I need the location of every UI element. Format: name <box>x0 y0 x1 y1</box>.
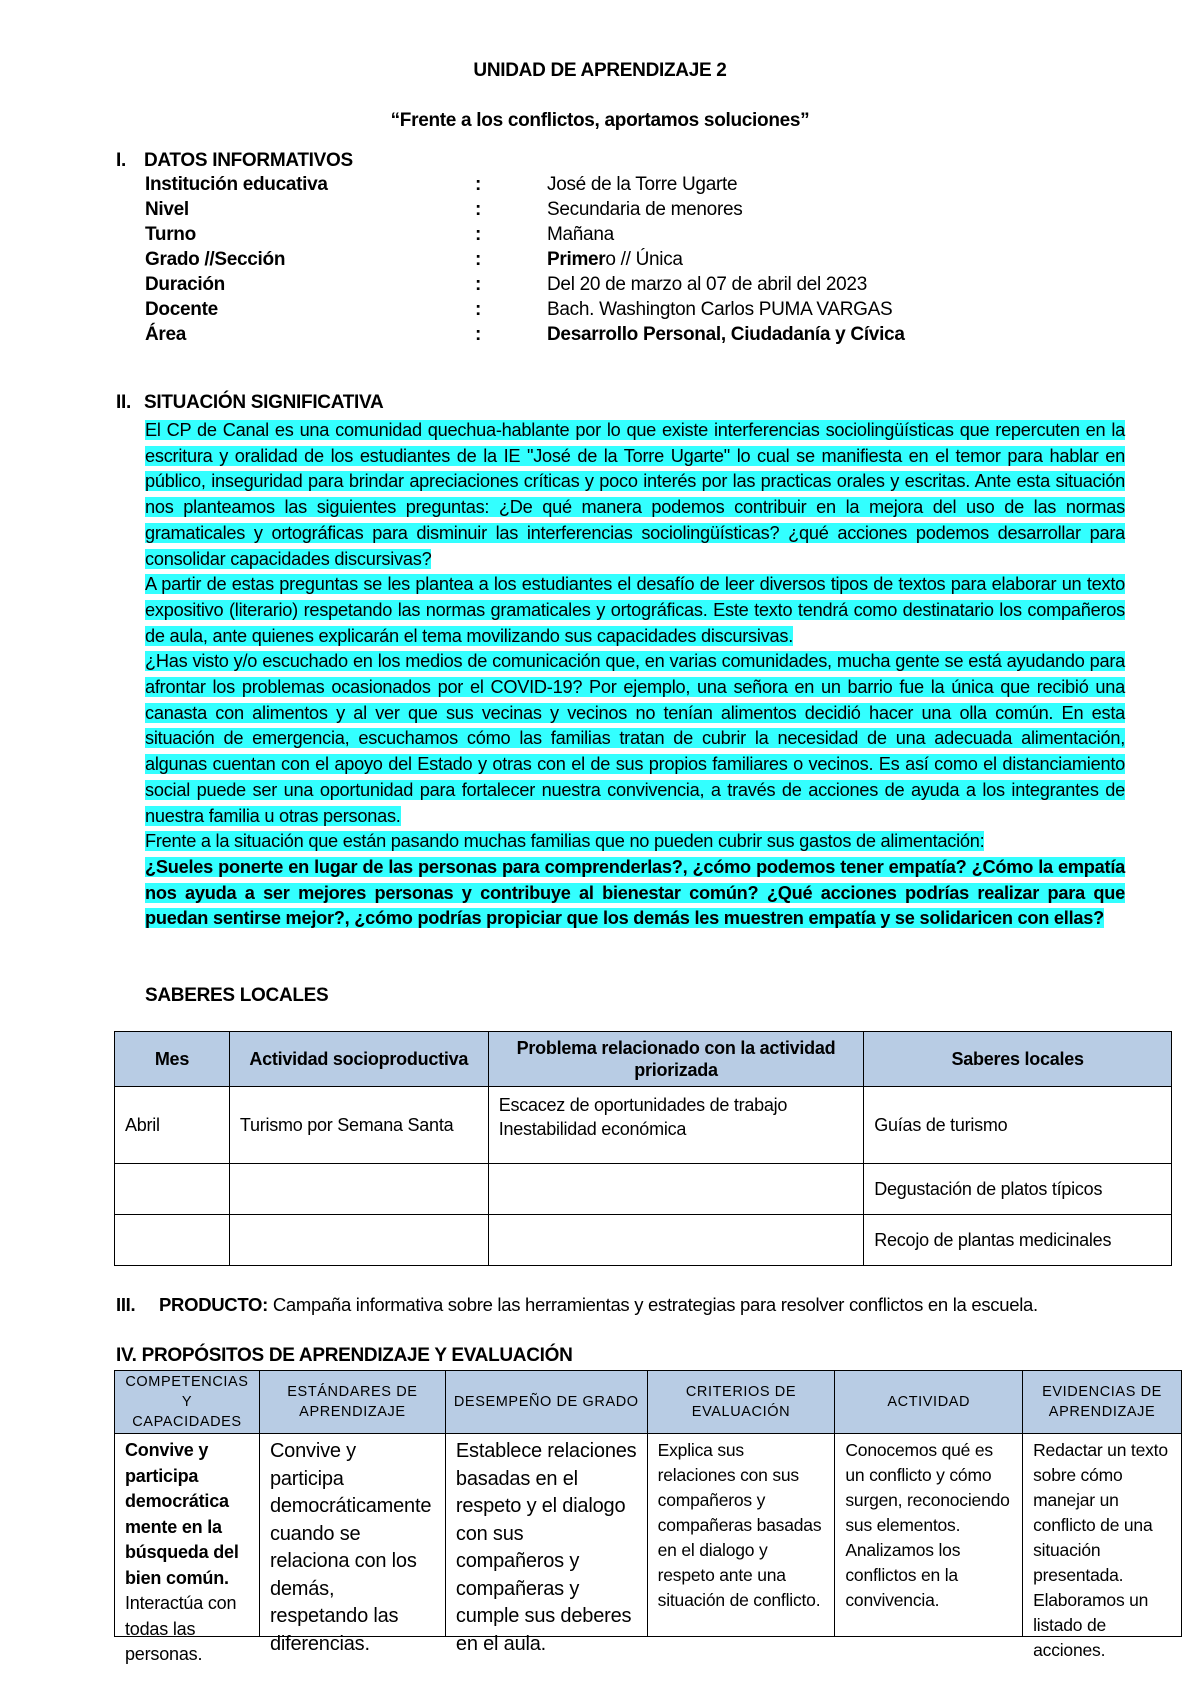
section-number: II. <box>116 392 131 413</box>
column-header-mes: Mes <box>115 1032 230 1087</box>
saberes-title: SABERES LOCALES <box>145 985 329 1006</box>
info-value-bold: Desarrollo Personal, Ciudadanía y Cívica <box>547 324 905 345</box>
highlighted-text: A partir de estas preguntas se les plantea a los estudiantes el desafío de leer diversos tipos de textos para elaborar un texto expositivo (literario) respetando las normas gramaticales y ortográficas. Este texto tendrá como destinatario los compañeros de aula, ante quienes explicarán el tema movilizando sus capacidades discursivas. <box>145 574 1125 646</box>
cell-actividad <box>835 1434 1023 1637</box>
table-row <box>115 1215 1172 1266</box>
cell-content: Explica sus relaciones con sus compañeros y compañeras basadas en el dialogo y respeto ante una situación de conflicto. <box>657 1440 822 1610</box>
table-header-row <box>115 1032 1172 1087</box>
info-label: Grado //Sección <box>145 249 286 270</box>
situacion-text <box>145 418 1125 932</box>
situacion-questions <box>145 855 1125 932</box>
table-row <box>115 1164 1172 1215</box>
info-row-area <box>145 324 1145 349</box>
section-number: III. <box>116 1294 136 1315</box>
column-header-criterios: CRITERIOS DE EVALUACIÓN <box>647 1371 835 1434</box>
info-colon: : <box>475 324 482 345</box>
info-colon: : <box>475 299 482 320</box>
column-header-competencias <box>115 1371 260 1434</box>
cell-problema <box>488 1215 864 1266</box>
highlighted-text: El CP de Canal es una comunidad quechua-hablante por lo que existe interferencias sociolingüísticas que repercuten en la escritura y oralidad de los estudiantes de la IE "José de la Torre Ugarte" lo cual se manifiesta en el temor para hablar en público, inseguridad para brindar apreciaciones críticas y poco interés por las practicas orales y escritas. Ante esta situación nos planteamos las siguientes preguntas: ¿De qué manera podemos contribuir en la mejora del uso de las normas gramaticales y ortográficas para disminuir las interferencias sociolingüísticas? ¿qué acciones podemos desarrollar para consolidar capacidades discursivas? <box>145 420 1125 569</box>
cell-content <box>125 1438 249 1664</box>
info-value: Mañana <box>547 224 614 245</box>
cell-content: Redactar un texto sobre cómo manejar un conflicto de una situación presentada. Elaboramos un listado de acciones. <box>1033 1440 1168 1660</box>
header-line: Y <box>181 1394 193 1410</box>
info-value <box>547 324 905 346</box>
cell-desempeno <box>445 1434 647 1655</box>
info-value: Del 20 de marzo al 07 de abril del 2023 <box>547 274 867 295</box>
info-value-bold: Primer <box>547 249 606 270</box>
problema-line: Escacez de oportunidades de trabajo <box>498 1095 788 1115</box>
column-header-actividad: ACTIVIDAD <box>835 1371 1023 1434</box>
info-value <box>547 249 683 271</box>
producto-text: Campaña informativa sobre las herramientas y estrategias para resolver conflictos en la escuela. <box>268 1294 1038 1315</box>
info-colon: : <box>475 249 482 270</box>
info-row-grado <box>145 249 1145 274</box>
column-header-saberes: Saberes locales <box>864 1032 1172 1087</box>
cell-mes <box>115 1164 230 1215</box>
cell-saber: Recojo de plantas medicinales <box>864 1215 1172 1266</box>
column-header-estandares: ESTÁNDARES DE APRENDIZAJE <box>259 1371 445 1434</box>
table-header-row <box>115 1371 1182 1434</box>
info-colon: : <box>475 174 482 195</box>
info-colon: : <box>475 199 482 220</box>
propositos-table <box>114 1370 1182 1664</box>
info-row-docente <box>145 299 1145 324</box>
section-situacion-heading <box>116 392 383 414</box>
info-label: Turno <box>145 224 196 245</box>
situacion-paragraph <box>145 649 1125 829</box>
cell-actividad <box>229 1164 488 1215</box>
info-value: Bach. Washington Carlos PUMA VARGAS <box>547 299 893 320</box>
situacion-paragraph <box>145 572 1125 649</box>
cell-content: Establece relaciones basadas en el respeto y el dialogo con sus compañeros y compañeras y cumple sus deberes en el aula. <box>455 1440 637 1655</box>
cell-mes: Abril <box>115 1087 230 1164</box>
section-title: DATOS INFORMATIVOS <box>144 150 353 171</box>
cell-actividad: Turismo por Semana Santa <box>229 1087 488 1164</box>
info-value-rest: o // Única <box>605 249 683 270</box>
cell-actividad <box>229 1215 488 1266</box>
propositos-title: IV. PROPÓSITOS DE APRENDIZAJE Y EVALUACIÓN <box>116 1345 573 1366</box>
producto-line <box>116 1294 1038 1316</box>
column-header-evidencias: EVIDENCIAS DE APRENDIZAJE <box>1023 1371 1182 1434</box>
cell-mes <box>115 1215 230 1266</box>
header-line: CAPACIDADES <box>132 1414 242 1430</box>
problema-line: Inestabilidad económica <box>498 1119 687 1139</box>
info-colon: : <box>475 224 482 245</box>
competencia-title: Convive y participa democrática mente en la búsqueda del bien común. <box>125 1440 239 1588</box>
saberes-table <box>114 1031 1172 1266</box>
highlighted-text: Frente a la situación que están pasando muchas familias que no pueden cubrir sus gastos de alimentación: <box>145 831 985 852</box>
info-colon: : <box>475 274 482 295</box>
cell-criterio <box>647 1434 835 1637</box>
section-title: SITUACIÓN SIGNIFICATIVA <box>144 392 384 413</box>
column-header-desempeno: DESEMPEÑO DE GRADO <box>445 1371 647 1434</box>
info-label: Docente <box>145 299 218 320</box>
cell-evidencia <box>1023 1434 1182 1660</box>
cell-content: Convive y participa democráticamente cuando se relaciona con los demás, respetando las diferencias. <box>269 1440 432 1655</box>
unit-title: UNIDAD DE APRENDIZAJE 2 <box>473 60 727 81</box>
header-line: COMPETENCIAS <box>125 1374 249 1390</box>
info-value: José de la Torre Ugarte <box>547 174 738 195</box>
situacion-paragraph <box>145 418 1125 572</box>
info-value: Secundaria de menores <box>547 199 743 220</box>
unit-subtitle: “Frente a los conflictos, aportamos soluciones” <box>390 110 810 131</box>
info-label: Duración <box>145 274 225 295</box>
section-number: I. <box>116 150 126 171</box>
info-label: Institución educativa <box>145 174 328 195</box>
cell-estandar <box>259 1434 445 1655</box>
column-header-actividad: Actividad socioproductiva <box>229 1032 488 1087</box>
info-row-turno <box>145 224 1145 249</box>
highlighted-text: ¿Has visto y/o escuchado en los medios de comunicación que, en varias comunidades, mucha gente se está ayudando para afrontar los problemas ocasionados por el COVID-19? Por ejemplo, una señora en un barrio fue la única que recibió una canasta con alimentos y al ver que sus vecinas y vecinos no tenían alimentos decidió hacer una olla común. En esta situación de emergencia, escuchamos cómo las familias tratan de cubrir la necesidad de una adecuada alimentación, algunas cuentan con el apoyo del Estado y otras con el de sus propios familiares o vecinos. Es así como el distanciamiento social puede ser una oportunidad para fortalecer nuestra convivencia, a través de acciones de ayuda a los integrantes de nuestra familia u otras personas. <box>145 651 1125 826</box>
situacion-paragraph <box>145 829 1125 855</box>
cell-saber: Degustación de platos típicos <box>864 1164 1172 1215</box>
cell-competencia <box>115 1434 260 1664</box>
competencia-capacidad: Interactúa con todas las personas. <box>125 1593 237 1664</box>
info-label: Área <box>145 324 187 345</box>
info-label: Nivel <box>145 199 189 220</box>
cell-content: Conocemos qué es un conflicto y cómo surgen, reconociendo sus elementos. Analizamos los conflictos en la convivencia. <box>845 1440 1010 1610</box>
column-header-problema: Problema relacionado con la actividad priorizada <box>488 1032 864 1087</box>
cell-saber: Guías de turismo <box>864 1087 1172 1164</box>
info-row-duracion <box>145 274 1145 299</box>
producto-label: PRODUCTO: <box>159 1294 268 1315</box>
info-row-institucion <box>145 174 1145 199</box>
table-row <box>115 1434 1182 1637</box>
cell-problema <box>488 1087 864 1164</box>
table-row <box>115 1087 1172 1164</box>
cell-problema <box>488 1164 864 1215</box>
section-datos-heading <box>116 150 353 172</box>
highlighted-text: ¿Sueles ponerte en lugar de las personas para comprenderlas?, ¿cómo podemos tener empatía? ¿Cómo la empatía nos ayuda a ser mejores personas y contribuye al bienestar común? ¿Qué acciones podrías realizar para que puedan sentirse mejor?, ¿cómo podrías propiciar que los demás les muestren empatía y se solidaricen con ellas? <box>145 856 1125 929</box>
info-row-nivel <box>145 199 1145 224</box>
